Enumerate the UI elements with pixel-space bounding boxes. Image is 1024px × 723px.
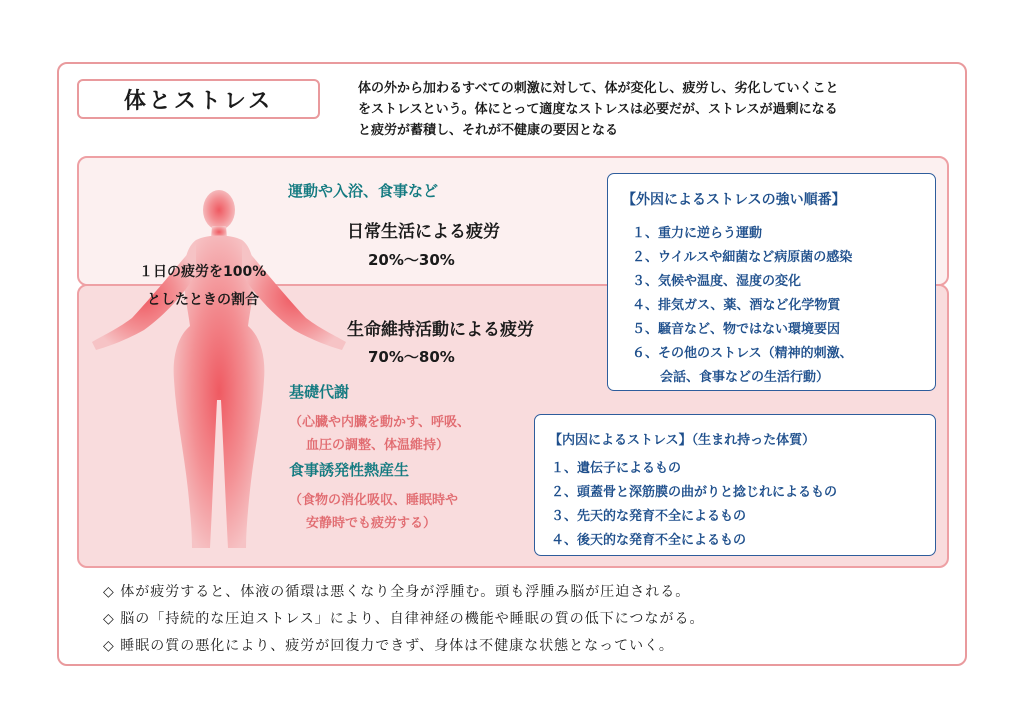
intro-line: と疲労が蓄積し、それが不健康の要因となる [358, 123, 619, 138]
figure-caption: としたときの割合 [147, 292, 259, 308]
basal-metabolism-desc: （心臓や内臓を動かす、呼吸、 [289, 415, 470, 430]
note-item: ◇ 睡眠の質の悪化により、疲労が回復力できず、身体は不健康な状態となっていく。 [103, 638, 674, 654]
list-item: ４、後天的な発育不全によるもの [551, 533, 747, 548]
intro-text [358, 78, 958, 141]
internal-stress-title: 【内因によるストレス】（生まれ持った体質） [549, 433, 816, 448]
list-item: ２、ウイルスや細菌など病原菌の感染 [632, 250, 853, 265]
life-fatigue-percent: 70%〜80% [368, 348, 455, 366]
list-item: １、重力に逆らう運動 [632, 226, 763, 241]
intro-line: をストレスという。体にとって適度なストレスは必要だが、ストレスが過剰になる [358, 102, 838, 117]
list-item: １、遺伝子によるもの [551, 461, 682, 476]
external-stress-box [607, 173, 936, 391]
basal-metabolism-label: 基礎代謝 [289, 383, 350, 401]
list-item: ４、排気ガス、薬、酒など化学物質 [632, 298, 841, 313]
note-item: ◇ 体が疲労すると、体液の循環は悪くなり全身が浮腫む。頭も浮腫み脳が圧迫される。 [103, 584, 691, 600]
list-item: ５、騒音など、物ではない環境要因 [632, 322, 841, 337]
note-item: ◇ 脳の「持続的な圧迫ストレス」により、自律神経の機能や睡眠の質の低下につながる。 [103, 611, 705, 627]
internal-stress-box [534, 414, 936, 556]
intro-line: 体の外から加わるすべての刺激に対して、体が変化し、疲労し、劣化していくこと [358, 81, 839, 96]
thermogenesis-label: 食事誘発性熱産生 [289, 461, 410, 479]
list-item: ３、気候や温度、湿度の変化 [632, 274, 802, 289]
daily-fatigue-heading: 日常生活による疲労 [347, 222, 500, 242]
thermogenesis-desc: 安静時でも疲労する） [306, 516, 437, 531]
list-item: ２、頭蓋骨と深筋膜の曲がりと捻じれによるもの [551, 485, 838, 500]
external-stress-title: 【外因によるストレスの強い順番】 [622, 192, 846, 208]
basal-metabolism-desc: 血圧の調整、体温維持） [306, 438, 450, 453]
summary-notes [103, 580, 705, 661]
daily-fatigue-percent: 20%〜30% [368, 251, 455, 269]
list-item: ３、先天的な発育不全によるもの [551, 509, 747, 524]
daily-activities-label: 運動や入浴、食事など [288, 182, 439, 200]
thermogenesis-desc: （食物の消化吸収、睡眠時や [289, 493, 459, 508]
figure-caption: １日の疲労を100% [139, 264, 267, 280]
list-item: ６、その他のストレス（精神的刺激、 [632, 346, 853, 361]
life-fatigue-heading: 生命維持活動による疲労 [347, 320, 534, 340]
page-title: 体とストレス [77, 79, 320, 119]
list-item: 会話、食事などの生活行動） [660, 370, 830, 385]
